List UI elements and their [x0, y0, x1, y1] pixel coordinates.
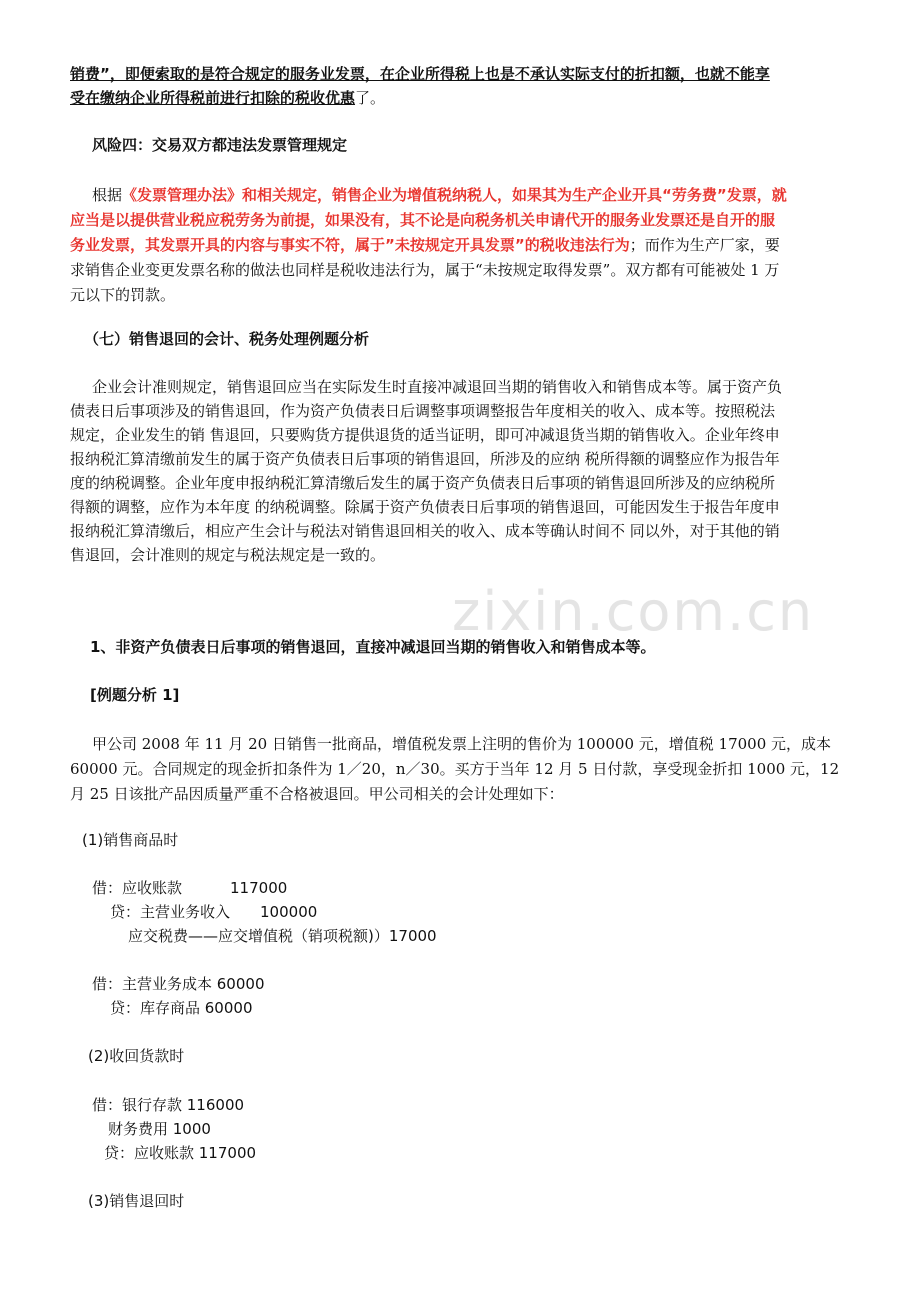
risk4-line-3	[70, 233, 780, 257]
risk4-line-5: 元以下的罚款。	[70, 286, 176, 304]
section7-line: 报纳税汇算清缴前发生的属于资产负债表日后事项的销售退回，所涉及的应纳 税所得额的调整应作为报告年	[70, 450, 780, 468]
item1-heading: 1、非资产负债表日后事项的销售退回，直接冲减退回当期的销售收入和销售成本等。	[90, 638, 656, 656]
risk4-heading: 风险四：交易双方都违法发票管理规定	[92, 136, 348, 154]
example-line: 60000 元。合同规定的现金折扣条件为 1／20，n／30。买方于当年 12 月 5 日付款，享受现金折扣 1000 元，12	[70, 760, 840, 778]
step-2-label: (2)收回货款时	[88, 1047, 185, 1065]
section7-line: 得额的调整，应作为本年度 的纳税调整。除属于资产负债表日后事项的销售退回，可能因发生于报告年度申	[70, 498, 780, 516]
section7-line: 售退回，会计准则的规定与税法规定是一致的。	[70, 546, 386, 564]
entry-account: 贷：主营业务收入	[110, 903, 231, 921]
entry-debit	[92, 876, 287, 900]
example-line: 甲公司 2008 年 11 月 20 日销售一批商品，增值税发票上注明的售价为 100000 元，增值税 17000 元，成本	[92, 735, 832, 753]
entry-debit: 财务费用 1000	[108, 1120, 211, 1138]
entry-credit: 贷：库存商品 60000	[110, 999, 253, 1017]
entry-account: 借：应收账款	[92, 879, 183, 897]
intro-line-2-end: 了。	[355, 89, 386, 107]
entry-credit	[110, 900, 317, 924]
risk4-line-3-end: ；而作为生产厂家，要	[629, 236, 780, 254]
intro-line-2-emph: 受在缴纳企业所得税前进行扣除的税收优惠	[70, 89, 356, 107]
entry-amount: 117000	[230, 879, 288, 897]
entry-debit: 借：银行存款 116000	[92, 1096, 245, 1114]
section7-line: 企业会计准则规定，销售退回应当在实际发生时直接冲减退回当期的销售收入和销售成本等。属于资产负	[92, 378, 783, 396]
risk4-line-4: 求销售企业变更发票名称的做法也同样是税收违法行为，属于“未按规定取得发票”。双方都有可能被处 1 万	[70, 261, 780, 279]
intro-line-2	[70, 86, 385, 110]
risk4-line-3-red: 务业发票，其发票开具的内容与事实不符，属于”未按规定开具发票”的税收违法行为	[70, 236, 630, 254]
example-line: 月 25 日该批产品因质量严重不合格被退回。甲公司相关的会计处理如下：	[70, 785, 564, 803]
step-3-label: (3)销售退回时	[88, 1192, 185, 1210]
risk4-line-1	[92, 183, 787, 207]
section7-line: 报纳税汇算清缴后，相应产生会计与税法对销售退回相关的收入、成本等确认时间不 同以外，对于其他的销	[70, 522, 780, 540]
entry-debit: 借：主营业务成本 60000	[92, 975, 265, 993]
intro-line-1: 销费”，即便索取的是符合规定的服务业发票，在企业所得税上也是不承认实际支付的折扣额，也就不能享	[70, 65, 770, 83]
risk4-line-1-lead: 根据	[92, 186, 123, 204]
entry-credit: 贷：应收账款 117000	[104, 1144, 257, 1162]
section7-line: 规定，企业发生的销 售退回，只要购货方提供退货的适当证明，即可冲减退货当期的销售收入。企业年终申	[70, 426, 780, 444]
example-label: [例题分析 1]	[90, 686, 180, 704]
step-1-label: (1)销售商品时	[82, 831, 179, 849]
section7-line: 债表日后事项涉及的销售退回，作为资产负债表日后调整事项调整报告年度相关的收入、成本等。按照税法	[70, 402, 776, 420]
entry-credit: 应交税费——应交增值税（销项税额)）17000	[128, 927, 437, 945]
watermark: zixin.com.cn	[452, 580, 815, 643]
section7-line: 度的纳税调整。企业年度申报纳税汇算清缴后发生的属于资产负债表日后事项的销售退回所涉及的应纳税所	[70, 474, 776, 492]
risk4-line-2: 应当是以提供营业税应税劳务为前提，如果没有，其不论是向税务机关申请代开的服务业发票还是自开的服	[70, 211, 776, 229]
risk4-line-1-red: 《发票管理办法》和相关规定，销售企业为增值税纳税人，如果其为生产企业开具“劳务费”发票，就	[122, 186, 787, 204]
section7-heading: （七）销售退回的会计、税务处理例题分析	[84, 330, 370, 348]
entry-amount: 100000	[260, 903, 318, 921]
